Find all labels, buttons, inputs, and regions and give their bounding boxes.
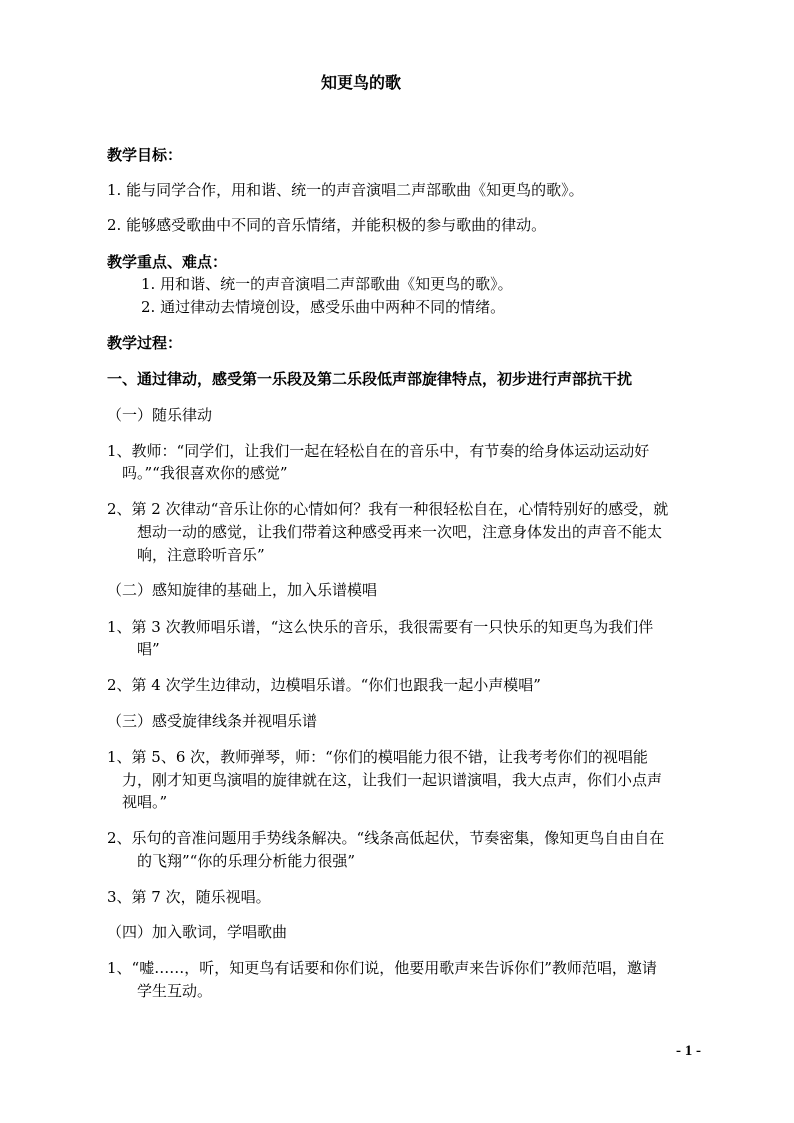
sub1-item2-line2: 想动一动的感觉，让我们带着这种感受再来一次吧，注意身体发出的声音不能太 [137, 523, 663, 541]
page-number: - 1 - [676, 1043, 701, 1059]
objective-item-2: 2. 能够感受歌曲中不同的音乐情绪，并能积极的参与歌曲的律动。 [107, 216, 547, 234]
sub2-item1-line2: 唱” [137, 640, 160, 658]
sub1-item1-line2: 吗。”“我很喜欢你的感觉” [122, 464, 288, 482]
sub1-item2-line1: 2、第 2 次律动“音乐让你的心情如何？我有一种很轻松自在，心情特别好的感受，就 [107, 500, 669, 518]
sub4-item1-line1: 1、“嘘……，听，知更鸟有话要和你们说，他要用歌声来告诉你们”教师范唱，邀请 [107, 959, 657, 977]
keypoint-item-1: 1. 用和谐、统一的声音演唱二声部歌曲《知更鸟的歌》。 [141, 275, 513, 293]
sub3-item3: 3、第 7 次，随乐视唱。 [107, 888, 271, 906]
sub3-heading: （三）感受旋律线条并视唱乐谱 [107, 712, 318, 730]
sub3-item1-line1: 1、第 5、6 次，教师弹琴，师：“你们的模唱能力很不错，让我考考你们的视唱能 [107, 748, 648, 766]
sub3-item2-line1: 2、乐句的音准问题用手势线条解决。“线条高低起伏，节奏密集，像知更鸟自由自在 [107, 829, 665, 847]
sub1-item1-line1: 1、教师：“同学们，让我们一起在轻松自在的音乐中，有节奏的给身体运动运动好 [107, 442, 650, 460]
sub2-item1-line1: 1、第 3 次教师唱乐谱，“这么快乐的音乐，我很需要有一只快乐的知更鸟为我们伴 [107, 618, 654, 636]
sub4-item1-line2: 学生互动。 [137, 982, 213, 1000]
sub1-heading: （一）随乐律动 [107, 406, 213, 424]
objectives-heading: 教学目标： [107, 146, 183, 164]
sub3-item1-line2: 力，刚才知更鸟演唱的旋律就在这，让我们一起识谱演唱，我大点声，你们小点声 [122, 771, 663, 789]
section1-heading: 一、通过律动，感受第一乐段及第二乐段低声部旋律特点，初步进行声部抗干扰 [107, 370, 633, 388]
objective-item-1: 1. 能与同学合作，用和谐、统一的声音演唱二声部歌曲《知更鸟的歌》。 [107, 181, 584, 199]
document-title: 知更鸟的歌 [321, 73, 402, 92]
sub3-item2-line2: 的飞翔”“你的乐理分析能力很强” [137, 852, 356, 870]
sub2-heading: （二）感知旋律的基础上，加入乐谱模唱 [107, 581, 378, 599]
sub2-item2: 2、第 4 次学生边律动，边模唱乐谱。“你们也跟我一起小声模唱” [107, 676, 541, 694]
process-heading: 教学过程： [107, 334, 183, 352]
sub1-item2-line3: 响，注意聆听音乐” [137, 546, 265, 564]
sub4-heading: （四）加入歌词，学唱歌曲 [107, 923, 288, 941]
sub3-item1-line3: 视唱。” [122, 793, 168, 811]
keypoint-item-2: 2. 通过律动去情境创设，感受乐曲中两种不同的情绪。 [141, 298, 506, 316]
keypoints-heading: 教学重点、难点： [107, 253, 228, 271]
